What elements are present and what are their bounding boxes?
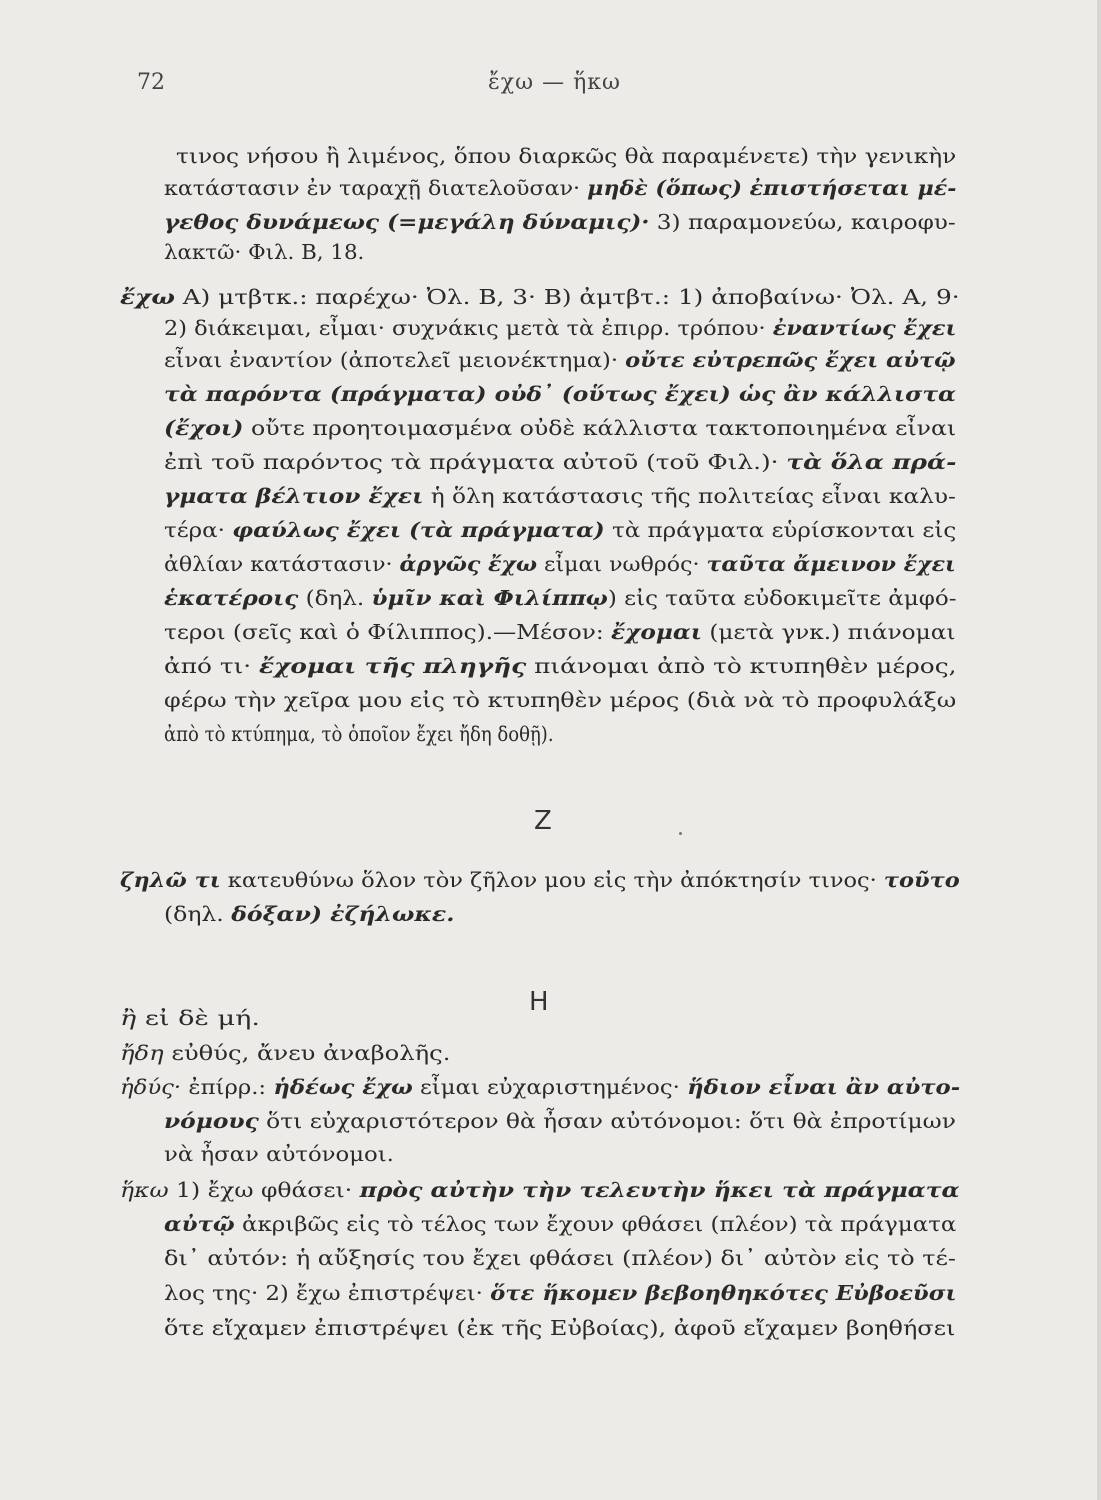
text-run: εἶναι ἐναντίον (ἀποτελεῖ μειονέκτημα)· [164, 348, 626, 372]
text-run: (δηλ. [298, 586, 372, 610]
text-run: ἐπὶ τοῦ παρόντος τὰ πράγματα αὐτοῦ (τοῦ Φιλ.)· [164, 450, 787, 474]
text-line [164, 1283, 956, 1304]
headword-run: ταῦτα ἄμεινον ἔχει [706, 552, 956, 576]
text-run: (δηλ. [164, 902, 232, 926]
text-line [120, 1180, 960, 1201]
text-run: ἡ ὅλη κατάστασις τῆς πολιτείας εἶναι καλυ- [423, 484, 956, 508]
text-line [164, 622, 955, 643]
headword-run: γεθος δυνάμεως (=μεγάλη δύναμις)· [164, 210, 650, 234]
text-line [120, 1008, 260, 1029]
headword-run: νόμους [164, 1109, 259, 1133]
text-line [164, 656, 956, 677]
headword-run: ἐναντίως ἔχει [772, 316, 957, 340]
text-run: τὰ πράγματα εὑρίσκονται εἰς [604, 518, 957, 542]
text-line [164, 486, 956, 507]
text-line [164, 1111, 956, 1132]
text-run: ἀπὸ τὸ κτύπημα, τὸ ὁποῖον ἔχει ἤδη δοθῇ). [164, 722, 554, 746]
text-run: Α) μτβτκ.: παρέχω· Ὀλ. Β, 3· Β) ἀμτβτ.: 1) ἀποβαίνω· Ὀλ. Α, 9· [174, 285, 960, 309]
headword-run: οὔτε εὐτρεπῶς ἔχει αὐτῷ [625, 348, 956, 372]
headword-run: ἥκω [120, 1178, 169, 1202]
text-line [164, 1248, 956, 1269]
headword-run: φαύλως ἔχει (τὰ πράγματα) [232, 518, 605, 542]
text-line [120, 1077, 960, 1098]
text-run: 1) ἔχω φθάσει· [168, 1178, 360, 1202]
headword-run: ἑκατέροις [164, 586, 299, 610]
text-line [164, 384, 956, 405]
text-run: οὔτε προητοιμασμένα οὐδὲ κάλλιστα τακτοποιημένα εἶναι [243, 416, 957, 440]
text-run: ὅτε εἴχαμεν ἐπιστρέψει (ἐκ τῆς Εὐβοίας), ἀφοῦ εἴχαμεν βοηθήσει [164, 1316, 956, 1340]
text-run: τεροι (σεῖς καὶ ὁ Φίλιππος).—Μέσον: [164, 620, 612, 644]
text-run: πιάνομαι ἀπὸ τὸ κτυπηθὲν μέρος, [526, 654, 957, 678]
headword-run: ἤδη [120, 1041, 164, 1065]
headword-run: ὅτε ἥκομεν βεβοηθηκότες Εὐβοεῦσι [490, 1281, 957, 1305]
headword-run: τοῦτο [883, 868, 960, 892]
text-line [176, 146, 956, 167]
text-line [164, 452, 956, 473]
text-line [164, 178, 956, 199]
headword-run: ἡδέως ἔχω [273, 1075, 413, 1099]
text-run: κατάστασιν ἐν ταραχῇ διατελοῦσαν· [164, 176, 588, 200]
print-speck [679, 832, 682, 835]
text-run: ἀκριβῶς εἰς τὸ τέλος των ἔχουν φθάσει (πλέον) τὰ πράγματα [234, 1212, 957, 1236]
text-run: ὅτι εὐχαριστότερον θὰ ἦσαν αὐτόνομοι: ὅτι θὰ ἐπροτίμων [258, 1109, 956, 1133]
text-run: νὰ ἦσαν αὐτόνομοι. [164, 1142, 394, 1166]
section-letter-eta: H [529, 987, 549, 1017]
headword-run: ἔχομαι [611, 620, 702, 644]
text-line [164, 690, 956, 711]
text-run: ἐπίρρ.: [181, 1075, 274, 1099]
text-run: λακτῶ· Φιλ. Β, 18. [164, 240, 365, 264]
text-line [120, 870, 960, 891]
headword-run: γματα βέλτιον ἔχει [164, 484, 424, 508]
headword-run: δόξαν) ἐζήλωκε. [231, 902, 455, 926]
running-head: ἔχω — ἥκω [488, 70, 621, 95]
text-run: 2) διάκειμαι, εἶμαι· συχνάκις μετὰ τὰ ἐπιρρ. τρόπου· [164, 316, 773, 340]
text-line [164, 1318, 955, 1339]
text-run: τέρα· [164, 518, 233, 542]
text-line [164, 904, 454, 925]
text-line [120, 287, 960, 308]
headword-run: ζηλῶ τι [120, 868, 221, 892]
text-line [164, 318, 956, 339]
text-line [164, 1214, 956, 1235]
headword-run: πρὸς αὐτὴν τὴν τελευτὴν ἥκει τὰ πράγματα [359, 1178, 960, 1202]
text-run: φέρω τὴν χεῖρα μου εἰς τὸ κτυπηθὲν μέρος (διὰ νὰ τὸ προφυλάξω [164, 688, 957, 712]
headword-run: ὑμῖν καὶ Φιλίππῳ [371, 586, 608, 610]
text-run: (μετὰ γνκ.) πιάνομαι [701, 620, 956, 644]
text-run: τινος νήσου ἢ λιμένος, ὅπου διαρκῶς θὰ παραμένετε) τὴν γενικὴν [176, 144, 957, 168]
text-run: εἶμαι νωθρός· [536, 552, 707, 576]
text-line [164, 350, 956, 371]
headword-run: αὐτῷ [164, 1212, 235, 1236]
page-edge [1097, 0, 1101, 1500]
headword-run: τὰ παρόντα (πράγματα) οὐδ᾽ (οὕτως ἔχει) ὡς ἂν κάλλιστα [164, 382, 956, 406]
text-run: εὐθύς, ἄνευ ἀναβολῆς. [163, 1041, 451, 1065]
headword-run: τὰ ὅλα πρά- [786, 450, 957, 474]
text-run: ἀπό τι· [164, 654, 260, 678]
headword-run: ἀργῶς ἔχω [399, 552, 537, 576]
text-line [164, 520, 956, 541]
text-run: 3) παραμονεύω, καιροφυ- [649, 210, 956, 234]
text-line [164, 554, 956, 575]
text-line [164, 724, 554, 745]
text-run: δι᾽ αὐτόν: ἡ αὔξησίς του ἔχει φθάσει (πλέον) δι᾽ αὐτὸν εἰς τὸ τέ- [164, 1246, 956, 1270]
headword-run: ἔχω [120, 285, 175, 309]
section-letter-zeta: Z [534, 806, 552, 836]
headword-run: ἡδύς· [120, 1075, 182, 1099]
text-run: εἶμαι εὐχαριστημένος· [412, 1075, 688, 1099]
text-run: κατευθύνω ὅλον τὸν ζῆλον μου εἰς τὴν ἀπόκτησίν τινος· [220, 868, 884, 892]
text-run: εἰ δὲ μή. [136, 1006, 260, 1030]
text-line [164, 242, 364, 263]
text-line [120, 1043, 450, 1064]
headword-run: μηδὲ (ὅπως) ἐπιστήσεται μέ- [587, 176, 957, 200]
text-line [164, 418, 956, 439]
text-line [164, 1144, 394, 1165]
headword-run: ἢ [120, 1006, 137, 1030]
page-number: 72 [137, 70, 165, 95]
headword-run: ἔχομαι τῆς πληγῆς [259, 654, 527, 678]
text-run: ) εἰς ταῦτα εὐδοκιμεῖτε ἀμφό- [607, 586, 957, 610]
text-line [164, 212, 956, 233]
headword-run: ἥδιον εἶναι ἂν αὐτο- [687, 1075, 961, 1099]
text-run: λος της· 2) ἔχω ἐπιστρέψει· [164, 1281, 491, 1305]
text-run: ἀθλίαν κατάστασιν· [164, 552, 400, 576]
headword-run: (ἔχοι) [164, 416, 244, 440]
text-line [164, 588, 957, 609]
